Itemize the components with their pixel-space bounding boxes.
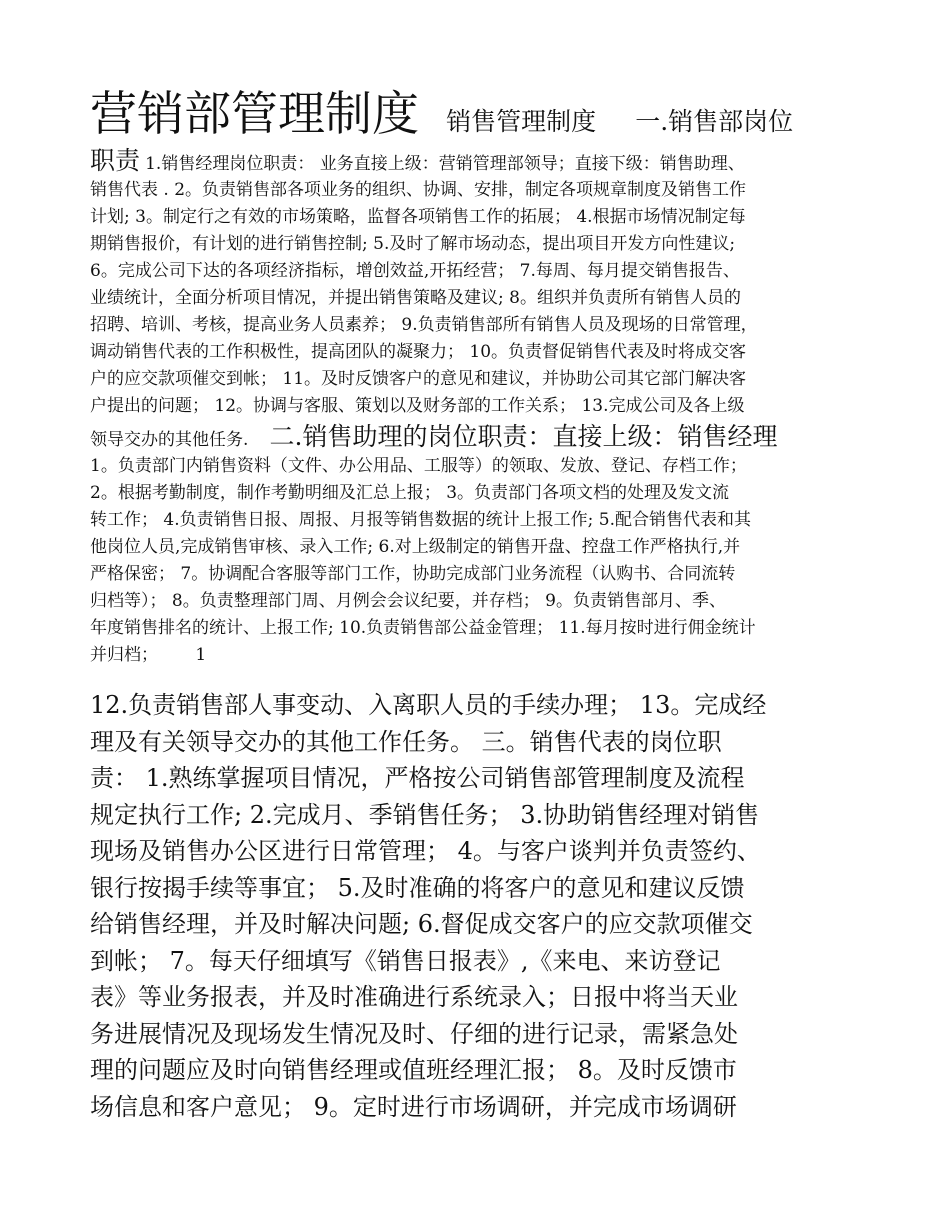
- block3-line: 理及有关领导交办的其他工作任务。 三。销售代表的岗位职: [90, 727, 722, 756]
- block1-line: 销售代表 . 2。负责销售部各项业务的组织、协调、安排，制定各项规章制度及销售工作: [90, 180, 747, 200]
- block3-line: 银行按揭手续等事宜； 5.及时准确的将客户的意见和建议反馈: [90, 873, 745, 902]
- block1-line: 计划; 3。制定行之有效的市场策略，监督各项销售工作的拓展； 4.根据市场情况制定每: [90, 207, 746, 227]
- block3-line: 12.负责销售部人事变动、入离职人员的手续办理； 13。完成经: [90, 691, 767, 719]
- block1-line: 1.销售经理岗位职责： 业务直接上级：营销管理部领导；直接下级：销售助理、: [145, 154, 745, 174]
- page-number: 1: [195, 645, 207, 665]
- section2-heading: 二.销售助理的岗位职责：直接上级：销售经理: [269, 422, 778, 451]
- block2-line: 2。根据考勤制度，制作考勤明细及汇总上报； 3。负责部门各项文档的处理及发文流: [90, 483, 730, 503]
- block3-line: 现场及销售办公区进行日常管理； 4。与客户谈判并负责签约、: [90, 837, 761, 865]
- block1-first-line: [90, 144, 865, 177]
- block2-last-line: [90, 642, 865, 669]
- block1-line: 户的应交款项催交到帐； 11。及时反馈客户的意见和建议，并协助公司其它部门解决客: [90, 369, 747, 389]
- document-page: [90, 86, 865, 1125]
- section1-heading: 一.销售部岗位: [635, 107, 794, 136]
- block1-last-line: 领导交办的其他任务.: [90, 430, 249, 450]
- block3-line: 理的问题应及时向销售经理或值班经理汇报； 8。及时反馈市: [90, 1056, 737, 1084]
- block3-line: 规定执行工作; 2.完成月、季销售任务； 3.协助销售经理对销售: [90, 800, 760, 829]
- block2-line: 年度销售排名的统计、上报工作; 10.负责销售部公益金管理； 11.每月按时进行佣金统计: [90, 618, 756, 638]
- block2-line: 严格保密； 7。协调配合客服等部门工作，协助完成部门业务流程（认购书、合同流转: [90, 564, 736, 584]
- block3-line: 务进展情况及现场发生情况及时、仔细的进行记录，需紧急处: [90, 1019, 738, 1048]
- block1-line: 期销售报价，有计划的进行销售控制; 5.及时了解市场动态，提出项目开发方向性建议;: [90, 234, 736, 254]
- block1-line: 6。完成公司下达的各项经济指标，增创效益,开拓经营； 7.每周、每月提交销售报告、: [90, 261, 740, 281]
- section2-line: [90, 420, 865, 453]
- title-line: [90, 86, 865, 144]
- block1-line: 业绩统计，全面分析项目情况，并提出销售策略及建议; 8。组织并负责所有销售人员的: [90, 288, 741, 308]
- doc-title: 营销部管理制度: [90, 87, 419, 142]
- block3-line: 场信息和客户意见； 9。定时进行市场调研，并完成市场调研: [90, 1092, 737, 1121]
- block3-line: 到帐； 7。每天仔细填写《销售日报表》,《来电、来访登记: [90, 946, 721, 975]
- block2-line: 归档等）； 8。负责整理部门周、月例会会议纪要，并存档； 9。负责销售部月、季、: [90, 591, 726, 611]
- block2-line: 1。负责部门内销售资料（文件、办公用品、工服等）的领取、发放、登记、存档工作；: [90, 456, 747, 476]
- block3-line: 给销售经理，并及时解决问题; 6.督促成交客户的应交款项催交: [90, 910, 753, 938]
- block2-line: 转工作； 4.负责销售日报、周报、月报等销售数据的统计上报工作; 5.配合销售代表和其: [90, 510, 751, 530]
- block1-line: 招聘、培训、考核，提高业务人员素养； 9.负责销售部所有销售人员及现场的日常管理，: [90, 315, 758, 335]
- page-break-gap: [90, 669, 865, 687]
- block3-line: 责： 1.熟练掌握项目情况，严格按公司销售部管理制度及流程: [90, 764, 745, 792]
- block2-last-text: 并归档；: [90, 645, 158, 665]
- block2-line: 他岗位人员,完成销售审核、录入工作; 6.对上级制定的销售开盘、控盘工作严格执行,并: [90, 537, 741, 557]
- block1-line: 户提出的问题； 12。协调与客服、策划以及财务部的工作关系； 13.完成公司及各上级: [90, 396, 745, 416]
- block1-line: 调动销售代表的工作积极性，提高团队的凝聚力； 10。负责督促销售代表及时将成交客: [90, 342, 747, 362]
- doc-subtitle: 销售管理制度: [446, 107, 597, 136]
- block3-line: 表》等业务报表，并及时准确进行系统录入；日报中将当天业: [90, 983, 738, 1011]
- section1-heading-cont: 职责: [90, 146, 141, 175]
